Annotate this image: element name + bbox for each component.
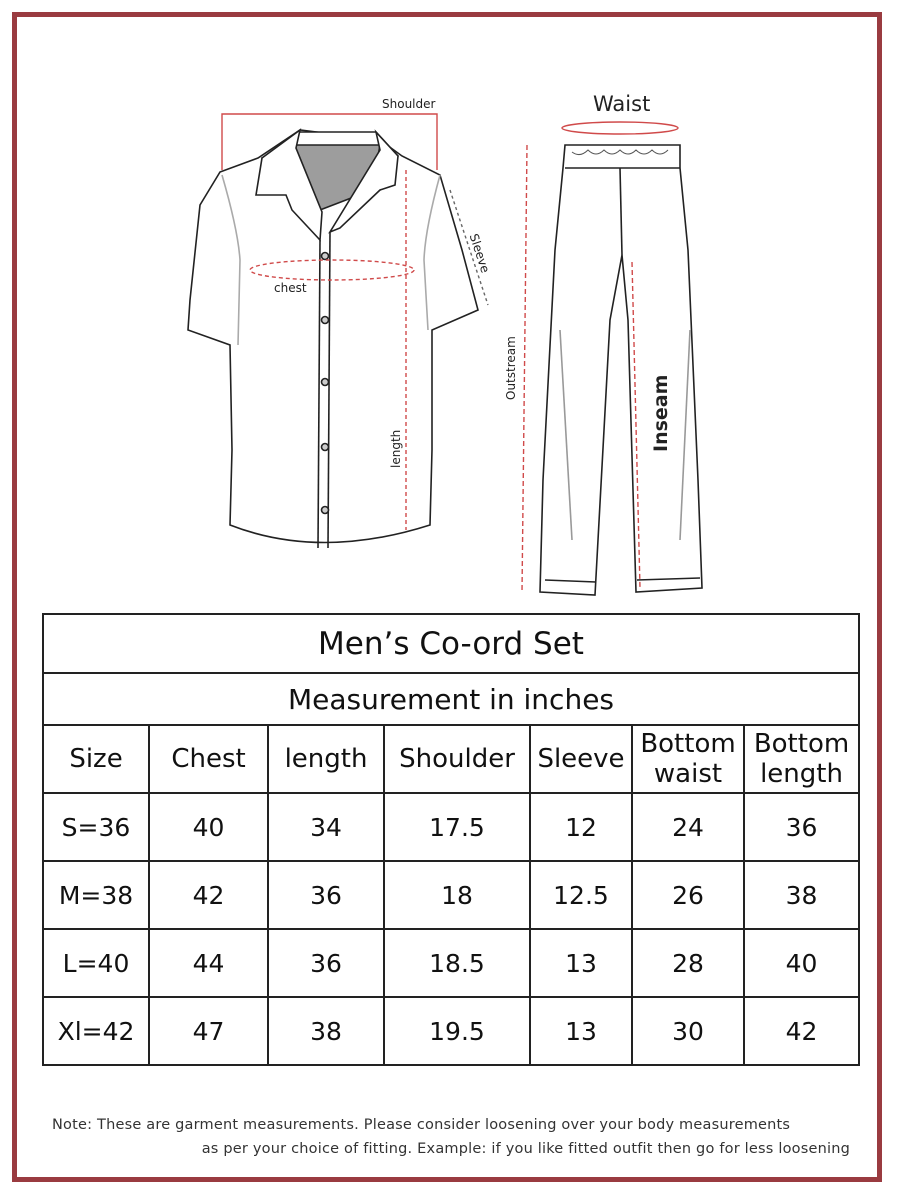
note-line-1: Note: These are garment measurements. Please consider loosening over your body measurements [52,1117,791,1133]
cell-sleeve: 12.5 [530,861,632,929]
cell-chest: 40 [149,793,268,861]
header-bottom-length: Bottom length [744,725,859,793]
cell-shoulder: 18.5 [384,929,530,997]
size-chart-table [42,613,860,1066]
cell-bottom-length: 42 [744,997,859,1065]
cell-bottom-waist: 28 [632,929,744,997]
header-size: Size [43,725,149,793]
inseam-label: Inseam [650,374,672,452]
pants-drawing [540,145,702,595]
table-subtitle-row [43,673,859,725]
cell-chest: 42 [149,861,268,929]
cell-size: S=36 [43,793,149,861]
cell-length: 34 [268,793,384,861]
cell-size: Xl=42 [43,997,149,1065]
table-row [43,997,859,1065]
table-subtitle: Measurement in inches [43,673,859,725]
table-row [43,861,859,929]
cell-bottom-length: 38 [744,861,859,929]
note-line-2: as per your choice of fitting. Example: if you like fitted outfit then go for less loosening [201,1141,850,1157]
cell-bottom-length: 40 [744,929,859,997]
sleeve-label: Sleeve [466,232,493,275]
header-chest: Chest [149,725,268,793]
length-label: length [389,429,403,468]
header-shoulder: Shoulder [384,725,530,793]
waist-label: Waist [593,92,651,116]
cell-bottom-waist: 24 [632,793,744,861]
cell-sleeve: 13 [530,929,632,997]
header-sleeve: Sleeve [530,725,632,793]
cell-sleeve: 12 [530,793,632,861]
table-row [43,929,859,997]
cell-size: L=40 [43,929,149,997]
outstream-label: Outstream [504,336,518,400]
table-title-row [43,614,859,673]
chest-label: chest [274,281,307,295]
cell-length: 36 [268,861,384,929]
cell-bottom-length: 36 [744,793,859,861]
cell-bottom-waist: 30 [632,997,744,1065]
cell-shoulder: 18 [384,861,530,929]
shoulder-label: Shoulder [382,97,436,111]
cell-shoulder: 17.5 [384,793,530,861]
shirt-drawing [188,130,478,548]
cell-chest: 47 [149,997,268,1065]
table-title: Men’s Co-ord Set [43,614,859,673]
table-row [43,793,859,861]
fitting-note [52,1113,850,1161]
cell-length: 36 [268,929,384,997]
header-length: length [268,725,384,793]
cell-chest: 44 [149,929,268,997]
cell-sleeve: 13 [530,997,632,1065]
header-bottom-waist: Bottom waist [632,725,744,793]
cell-shoulder: 19.5 [384,997,530,1065]
cell-size: M=38 [43,861,149,929]
table-header-row [43,725,859,793]
cell-bottom-waist: 26 [632,861,744,929]
cell-length: 38 [268,997,384,1065]
